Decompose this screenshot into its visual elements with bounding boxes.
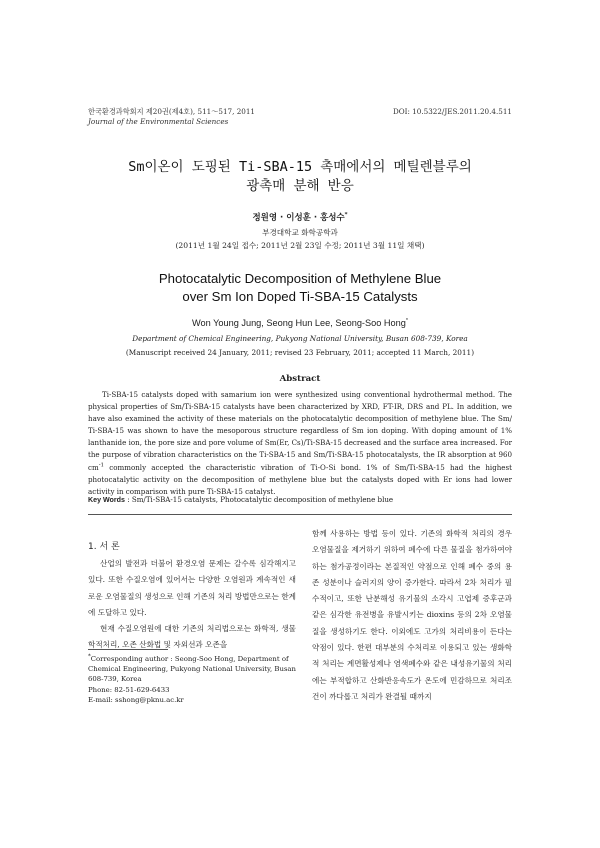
abstract-text-2: commonly accepted the characteristic vibration of Ti-O-Si bond. 1% of Sm/Ti-SBA-15 had the highest photocatalytic activity on the decomposition of methylene blue but the catalysts doped with Er ions had lower activity in comparison with pure Ti-SBA-15 catalyst. [88, 462, 512, 496]
footnote-mark: * [88, 653, 91, 660]
abstract-text-1: Ti-SBA-15 catalysts doped with samarium ion were synthesized using conventional hydrothermal method. The physical properties of Sm/Ti-SBA-15 catalysts have been characterized by XRD, FT-IR, DRS and PL. In addition, we have also examined the activity of these materials on the photocatalytic decomposition of methylene blue. The Sm/ Ti-SBA-15 was shown to have the mesoporous structure regardless of Sm ion doping. With doping amount of 1% lanthanide ion, the pore size and pore volume of Sm(Er, Cs)/Ti-SBA-15 decreased and the surface area increased. For the purpose of vibration characteristics on the Ti-SBA-15 and Sm/Ti-SBA-15 photocatalysts, the IR absorption at 960 cm [88, 390, 512, 472]
corresponding-mark: * [344, 212, 348, 219]
journal-korean-name: 한국환경과학회지 제20권(제4호), 511～517, 2011 [88, 107, 255, 116]
footnote [88, 654, 296, 705]
english-author-names: Won Young Jung, Seong Hun Lee, Seong-Soo Hong [191, 318, 406, 328]
english-affiliation: Department of Chemical Engineering, Pukyong National University, Busan 608-739, Korea [132, 334, 468, 343]
right-column [312, 526, 512, 705]
keywords [88, 495, 512, 504]
english-title [0, 270, 600, 306]
doi: DOI: 10.5322/JES.2011.20.4.511 [392, 107, 512, 116]
keywords-label: Key Words [88, 496, 125, 504]
left-column [88, 556, 296, 654]
english-authors [0, 318, 600, 328]
paragraph: 함께 사용하는 방법 등이 있다. 기존의 화학적 처리의 경우 오염물질을 제거하기 위하여 폐수에 다른 물질을 첨가하여야 하는 첨가공정이라는 본질적인 약점으로 인해 폐수 중의 용존 성분이나 슬러지의 양이 증가한다. 따라서 2차 처리가 필수적이고, 또한 난분해성 유기물의 소각시 고엽제 증후군과 같은 심각한 유전병을 유발시키는 dioxins 등의 2차 오염물질을 생성하기도 한다. 이외에도 고가의 처리비용이 든다는 약점이 있다. 한편 대부분의 수처리로 이용되고 있는 생화학적 처리는 계면활성제나 염색폐수와 같은 내성유기물의 처리에는 부적합하고 산화반응속도가 온도에 민감하므로 처리조건이 까다롭고 처리가 완결될 때까지 [312, 529, 512, 701]
english-title-line1: Photocatalytic Decomposition of Methylene Blue [158, 271, 442, 286]
korean-author-names: 정원영 · 이성훈 · 홍성수 [252, 213, 345, 223]
keywords-text: : Sm/Ti-SBA-15 catalysts, Photocatalytic decomposition of methylene blue [124, 495, 394, 504]
korean-title-line1: Sm이온이 도핑된 Ti-SBA-15 촉매에서의 메틸렌블루의 [128, 159, 472, 175]
abstract-superscript: -1 [98, 462, 105, 469]
footnote-corresponding [88, 654, 296, 685]
paragraph: 현재 수질오염원에 대한 기존의 처리법으로는 화학적, 생물학적처리, 오존 산화법 및 자외선과 오존을 [88, 624, 296, 650]
corresponding-mark: * [405, 317, 408, 324]
english-dates: (Manuscript received 24 January, 2011; revised 23 February, 2011; accepted 11 March, 2011) [125, 348, 475, 357]
footnote-email: E-mail: sshong@pknu.ac.kr [88, 695, 184, 704]
korean-title-line2: 광촉매 분해 반응 [246, 178, 354, 194]
journal-header [88, 107, 255, 127]
english-title-line2: over Sm Ion Doped Ti-SBA-15 Catalysts [182, 289, 418, 304]
footnote-divider [88, 649, 168, 650]
journal-english-name: Journal of the Environmental Sciences [88, 117, 229, 126]
footnote-author: Corresponding author : Seong-Soo Hong, Department of Chemical Engineering, Pukyong National University, Busan 608-739, Korea [88, 655, 296, 684]
section-heading: 1. 서 론 [88, 542, 120, 552]
korean-dates: (2011년 1월 24일 접수; 2011년 2월 23일 수정; 2011년 3월 11일 채택) [175, 241, 425, 250]
korean-affiliation: 부경대학교 화학공학과 [262, 228, 338, 237]
korean-title [0, 158, 600, 196]
paragraph: 산업의 발전과 더불어 환경오염 문제는 갈수록 심각해지고 있다. 또한 수질오염에 있어서는 다양한 오염원과 계속적인 새로운 오염물질의 생성으로 인해 기존의 처리 방법만으로는 한계에 도달하고 있다. [88, 559, 296, 617]
abstract-body [88, 389, 512, 498]
section-divider [88, 514, 512, 515]
abstract-heading: Abstract [279, 374, 321, 384]
korean-authors [0, 211, 600, 223]
footnote-phone: Phone: 82-51-629-6433 [88, 685, 170, 694]
